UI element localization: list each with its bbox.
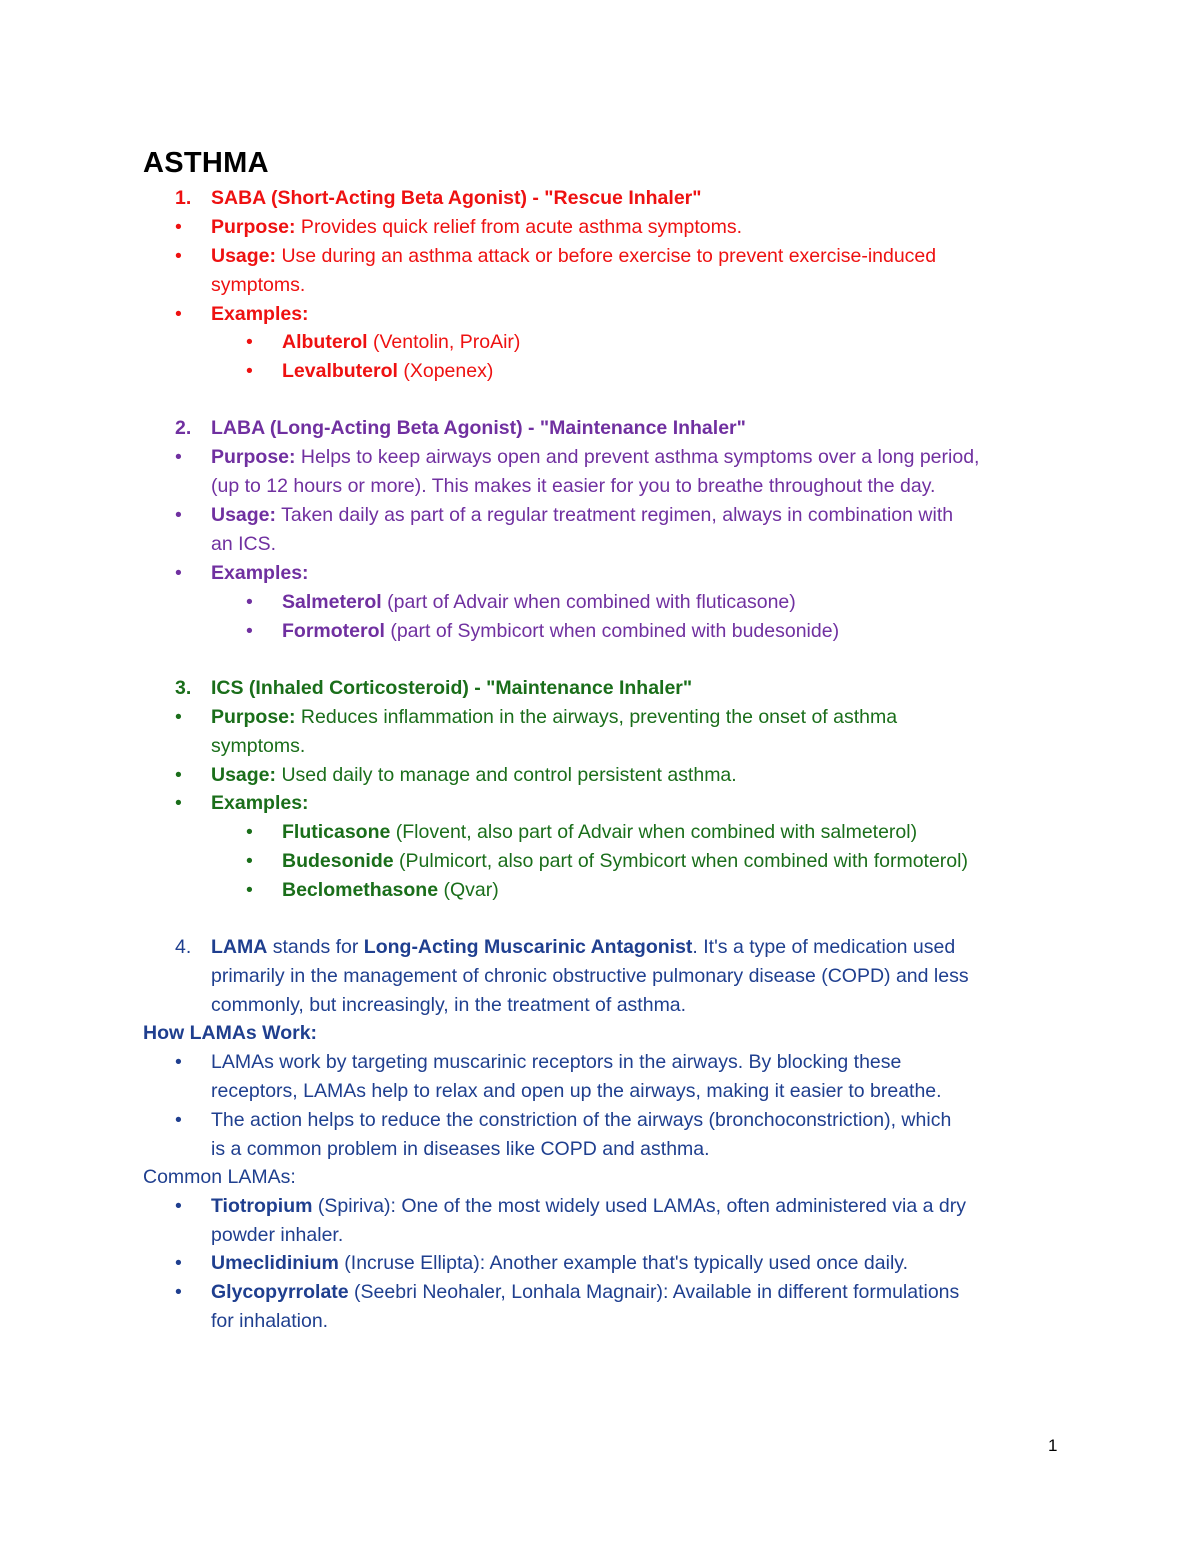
drug-detail: (Ventolin, ProAir): [367, 331, 521, 353]
bullet-icon: •: [175, 1281, 182, 1303]
purpose-label: Purpose:: [211, 216, 296, 238]
common-lama-item: [211, 1249, 908, 1277]
bullet-icon: •: [175, 504, 182, 526]
purpose-label: Purpose:: [211, 706, 296, 728]
ics-usage: [211, 761, 737, 789]
how-bullet-line: is a common problem in diseases like COPD and asthma.: [211, 1138, 710, 1160]
drug-detail: (Xopenex): [397, 360, 494, 382]
lama-intro-line-3: commonly, but increasingly, in the treatment of asthma.: [211, 994, 687, 1016]
laba-examples-label: Examples:: [211, 562, 309, 584]
ics-number: 3.: [175, 677, 192, 699]
drug-name: Beclomethasone: [282, 879, 439, 901]
usage-label: Usage:: [211, 245, 277, 267]
bullet-icon: •: [175, 764, 182, 786]
drug-name: Salmeterol: [282, 591, 382, 613]
laba-usage: [211, 501, 953, 529]
bullet-icon: •: [246, 591, 253, 613]
drug-name: Umeclidinium: [211, 1252, 339, 1274]
bullet-icon: •: [246, 821, 253, 843]
bullet-icon: •: [175, 1051, 182, 1073]
ics-example: [282, 847, 968, 875]
drug-detail: (Spiriva): One of the most widely used LAMAs, often administered via a dry: [312, 1195, 967, 1217]
drug-name: Budesonide: [282, 850, 394, 872]
purpose-text: Provides quick relief from acute asthma symptoms.: [295, 216, 743, 238]
drug-detail: (Qvar): [438, 879, 499, 901]
laba-usage-cont: an ICS.: [211, 533, 277, 555]
bullet-icon: •: [175, 1109, 182, 1131]
common-lama-item-cont: for inhalation.: [211, 1310, 329, 1332]
bullet-icon: •: [246, 850, 253, 872]
common-lama-item-cont: powder inhaler.: [211, 1224, 344, 1246]
purpose-text: Reduces inflammation in the airways, preventing the onset of asthma: [295, 706, 898, 728]
ics-heading: ICS (Inhaled Corticosteroid) - "Maintenance Inhaler": [211, 677, 693, 699]
drug-name: Formoterol: [282, 620, 385, 642]
ics-purpose: [211, 703, 897, 731]
lama-number: 4.: [175, 936, 192, 958]
saba-example: [282, 357, 493, 385]
laba-number: 2.: [175, 417, 192, 439]
drug-detail: (Pulmicort, also part of Symbicort when combined with formoterol): [393, 850, 968, 872]
laba-example: [282, 588, 796, 616]
purpose-label: Purpose:: [211, 446, 296, 468]
how-bullet-line: LAMAs work by targeting muscarinic receptors in the airways. By blocking these: [211, 1051, 902, 1073]
bullet-icon: •: [246, 879, 253, 901]
bullet-icon: •: [246, 360, 253, 382]
lama-stands-for: stands for: [267, 936, 364, 958]
bullet-icon: •: [175, 216, 182, 238]
laba-heading: LABA (Long-Acting Beta Agonist) - "Maintenance Inhaler": [211, 417, 746, 439]
saba-examples-label: Examples:: [211, 303, 309, 325]
saba-number: 1.: [175, 187, 192, 209]
lama-intro-line-2: primarily in the management of chronic obstructive pulmonary disease (COPD) and less: [211, 965, 969, 987]
drug-name: Tiotropium: [211, 1195, 313, 1217]
bullet-icon: •: [175, 706, 182, 728]
how-bullet-line: The action helps to reduce the constriction of the airways (bronchoconstriction), which: [211, 1109, 952, 1131]
usage-text: Taken daily as part of a regular treatment regimen, always in combination with: [276, 504, 954, 526]
bullet-icon: •: [175, 792, 182, 814]
page-title: ASTHMA: [143, 147, 269, 179]
bullet-icon: •: [175, 245, 182, 267]
laba-purpose-cont: (up to 12 hours or more). This makes it easier for you to breathe throughout the day.: [211, 475, 936, 497]
drug-detail: (Seebri Neohaler, Lonhala Magnair): Available in different formulations: [348, 1281, 960, 1303]
how-bullet-line: receptors, LAMAs help to relax and open up the airways, making it easier to breathe.: [211, 1080, 942, 1102]
how-lamas-work-heading: How LAMAs Work:: [143, 1022, 318, 1044]
usage-label: Usage:: [211, 504, 277, 526]
saba-usage: [211, 242, 936, 270]
saba-usage-cont: symptoms.: [211, 274, 306, 296]
drug-detail: (Flovent, also part of Advair when combined with salmeterol): [390, 821, 918, 843]
purpose-text: Helps to keep airways open and prevent asthma symptoms over a long period,: [295, 446, 980, 468]
drug-name: Levalbuterol: [282, 360, 398, 382]
lama-full-name: Long-Acting Muscarinic Antagonist: [363, 936, 693, 958]
ics-purpose-cont: symptoms.: [211, 735, 306, 757]
usage-label: Usage:: [211, 764, 277, 786]
lama-intro: [211, 933, 955, 961]
bullet-icon: •: [246, 331, 253, 353]
common-lama-item: [211, 1192, 966, 1220]
saba-heading: SABA (Short-Acting Beta Agonist) - "Rescue Inhaler": [211, 187, 702, 209]
saba-purpose: [211, 213, 742, 241]
common-lamas-heading: Common LAMAs:: [143, 1166, 296, 1188]
bullet-icon: •: [175, 446, 182, 468]
drug-detail: (part of Symbicort when combined with budesonide): [384, 620, 840, 642]
drug-name: Fluticasone: [282, 821, 391, 843]
common-lama-item: [211, 1278, 959, 1306]
bullet-icon: •: [175, 1195, 182, 1217]
laba-purpose: [211, 443, 979, 471]
drug-detail: (part of Advair when combined with fluticasone): [381, 591, 796, 613]
ics-example: [282, 876, 499, 904]
usage-text: Use during an asthma attack or before exercise to prevent exercise-induced: [276, 245, 937, 267]
drug-name: Glycopyrrolate: [211, 1281, 349, 1303]
drug-name: Albuterol: [282, 331, 368, 353]
bullet-icon: •: [175, 1252, 182, 1274]
bullet-icon: •: [246, 620, 253, 642]
laba-example: [282, 617, 839, 645]
page-number: 1: [1048, 1436, 1058, 1455]
bullet-icon: •: [175, 562, 182, 584]
lama-intro-rest: . It's a type of medication used: [692, 936, 956, 958]
ics-examples-label: Examples:: [211, 792, 309, 814]
usage-text: Used daily to manage and control persistent asthma.: [276, 764, 737, 786]
lama-abbr: LAMA: [211, 936, 268, 958]
bullet-icon: •: [175, 303, 182, 325]
ics-example: [282, 818, 917, 846]
drug-detail: (Incruse Ellipta): Another example that's typically used once daily.: [338, 1252, 909, 1274]
saba-example: [282, 328, 520, 356]
